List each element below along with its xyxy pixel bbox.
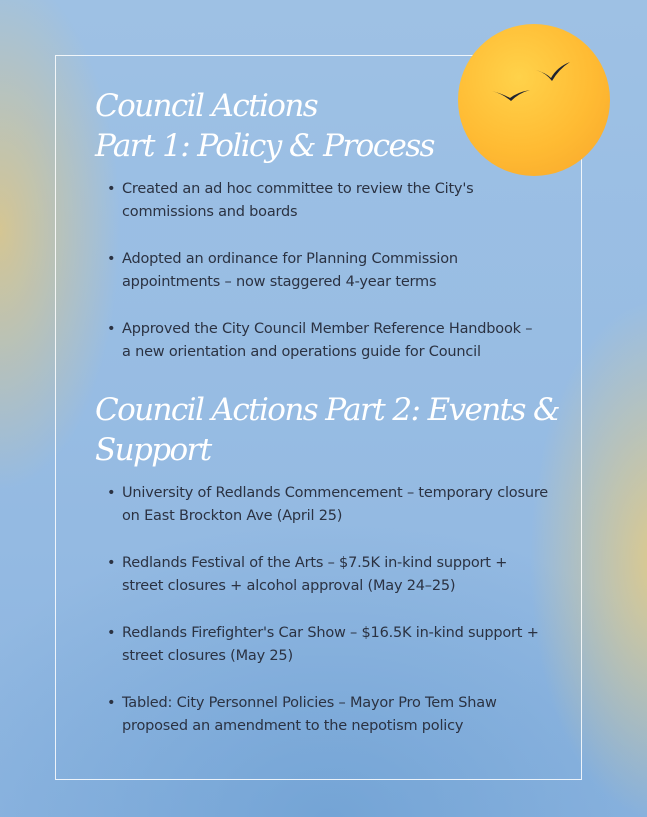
list-item-text: Redlands Festival of the Arts – $7.5K in-kind support + bbox=[122, 555, 508, 571]
list-item-text: commissions and boards bbox=[122, 204, 298, 220]
list-item bbox=[104, 622, 554, 668]
list-item-text: Created an ad hoc committee to review the City's bbox=[122, 181, 474, 197]
section-1-heading-line: Council Actions bbox=[95, 88, 318, 124]
bullet-icon: • bbox=[107, 181, 116, 197]
list-item-text: proposed an amendment to the nepotism policy bbox=[122, 718, 464, 734]
bullet-icon: • bbox=[107, 251, 116, 267]
bullet-icon: • bbox=[107, 485, 116, 501]
list-item-text: Adopted an ordinance for Planning Commission bbox=[122, 251, 458, 267]
section-1-heading-line: Part 1: Policy & Process bbox=[95, 128, 434, 164]
list-item-text: on East Brockton Ave (April 25) bbox=[122, 508, 343, 524]
bullet-icon: • bbox=[107, 625, 116, 641]
list-item bbox=[104, 178, 554, 224]
list-item-text: University of Redlands Commencement – temporary closure bbox=[122, 485, 548, 501]
list-item bbox=[104, 552, 554, 598]
section-2-list bbox=[104, 482, 554, 762]
list-item bbox=[104, 692, 554, 738]
list-item bbox=[104, 318, 554, 364]
bullet-icon: • bbox=[107, 695, 116, 711]
section-2-heading-line: Council Actions Part 2: Events & bbox=[95, 392, 560, 428]
section-2-heading-line: Support bbox=[95, 432, 211, 468]
bullet-icon: • bbox=[107, 321, 116, 337]
list-item-text: a new orientation and operations guide for Council bbox=[122, 344, 481, 360]
section-1-heading bbox=[95, 86, 434, 166]
section-1-list bbox=[104, 178, 554, 388]
list-item-text: Tabled: City Personnel Policies – Mayor Pro Tem Shaw bbox=[122, 695, 497, 711]
section-2-heading bbox=[95, 390, 559, 470]
list-item-text: Approved the City Council Member Reference Handbook – bbox=[122, 321, 533, 337]
birds-illustration bbox=[488, 58, 578, 108]
bird-icon bbox=[492, 90, 530, 101]
list-item-text: Redlands Firefighter's Car Show – $16.5K in-kind support + bbox=[122, 625, 539, 641]
list-item-text: appointments – now staggered 4-year terms bbox=[122, 274, 437, 290]
list-item bbox=[104, 248, 554, 294]
list-item-text: street closures + alcohol approval (May 24–25) bbox=[122, 578, 456, 594]
list-item-text: street closures (May 25) bbox=[122, 648, 293, 664]
list-item bbox=[104, 482, 554, 528]
bullet-icon: • bbox=[107, 555, 116, 571]
bird-icon bbox=[536, 62, 570, 81]
